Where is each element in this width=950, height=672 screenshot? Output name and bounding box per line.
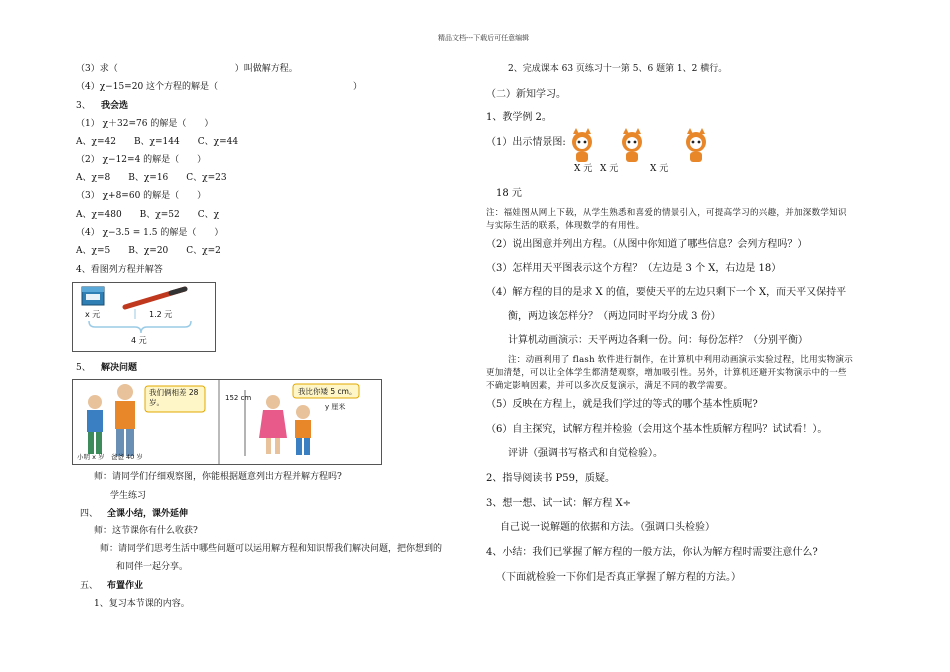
section-4-title: 4、看图列方程并解答 [76,265,163,275]
total-price-label: 4 元 [131,336,147,345]
question-3: （3） χ+8=60 的解是（ ） [76,191,207,201]
student-practice: 学生练习 [110,491,147,501]
section-five-number: 五、 [80,581,99,591]
example-2-heading: 1、教学例 2。 [486,112,552,123]
step-4-cont: 衡，两边该怎样分？（两边同时平均分成 3 份） [508,311,721,322]
homework-1: 1、复习本节课的内容。 [94,599,190,609]
age-caption: 小明 x 岁 爸爸 40 岁 [77,453,143,461]
answers-2: A、χ=8 B、χ=16 C、χ=23 [76,173,227,183]
review: 评讲（强调书写格式和自觉检验）。 [508,448,663,459]
note-1-line-2: 与实际生活的联系，体现数学的有用性。 [486,221,645,231]
note-2-line-1: 注：动画利用了 flash 软件进行制作，在计算机中利用动画演示实验过程，比用实物演示 [508,355,854,365]
section-five-title: 布置作业 [107,581,144,591]
note-2-line-2: 更加清楚，可以让全体学生都清楚观察，增加吸引性。另外，计算机还避开实物演示中的一些 [486,368,847,378]
new-learning-heading: （二）新知学习。 [486,89,566,100]
question-1: （1） χ＋32=76 的解是（ ） [76,119,214,129]
step-2: （2）说出图意并列出方程。（从图中你知道了哪些信息？会列方程吗？） [486,239,808,250]
pen-price-label: 1.2 元 [149,310,173,319]
section-four-number: 四、 [80,509,99,519]
summary: 4、小结：我们已掌握了解方程的一般方法，你认为解方程时需要注意什么? [486,547,818,558]
answers-3: A、χ=480 B、χ=52 C、χ [76,210,220,220]
girl-height-label: 152 cm [225,394,252,402]
question-4: （4） χ−3.5 = 1.5 的解是（ ） [76,228,224,238]
fuwa-toys-illustration [566,128,726,168]
scene-label-3: X 元 [650,164,669,174]
scene-label-2: X 元 [600,164,619,174]
note-1-line-1: 注：福娃图从网上下载，从学生熟悉和喜爱的情景引入，可提高学习的兴趣，并加深数学知识 [486,208,847,218]
note-2-line-3: 不确定影响因素，并可以多次反复演示，满足不同的教学需要。 [486,381,733,391]
answers-1: A、χ=42 B、χ=144 C、χ=44 [76,137,239,147]
section-5-number: 5、 [76,363,91,373]
boy-height-label: y 厘米 [325,403,346,411]
figure-box-and-pen [72,282,216,352]
step-5: （5）反映在方程上，就是我们学过的等式的哪个基本性质呢? [486,399,758,410]
section-four-title: 全课小结，课外延伸 [107,509,189,519]
line-solve-definition: （3）求（ ）叫做解方程。 [76,64,298,74]
check-mastery: （下面就检验一下你们是否真正掌握了解方程的方法。） [496,572,741,583]
answers-4: A、χ=5 B、χ=20 C、χ=2 [76,246,221,256]
homework-2: 2、完成课本 63 页练习十一第 5、6 题第 1、2 横行。 [508,64,728,74]
figure-problem-scenes [72,379,382,465]
guided-reading: 2、指导阅读书 P59，质疑。 [486,473,615,484]
question-2: （2） χ−12=4 的解是（ ） [76,155,207,165]
animation-demo: 计算机动画演示：天平两边各剩一份。问：每份怎样？（分别平衡） [508,335,808,346]
speech-bubble-height: 我比你矮 5 cm。 [298,387,357,396]
step-3: （3）怎样用天平图表示这个方程？（左边是 3 个 X，右边是 18） [486,263,782,274]
teacher-question-3: 师：请同学们思考生活中哪些问题可以运用解方程和知识帮我们解决问题，把你想到的 [100,544,443,554]
section-3-number: 3、 [76,101,91,111]
total-price: 18 元 [496,188,522,199]
scene-intro: （1）出示情景图: [486,137,566,148]
step-4: （4）解方程的目的是求 X 的值，要使天平的左边只剩下一个 X，而天平又保持平 [486,287,847,298]
step-6: （6）自主探究，试解方程并检验（会用这个基本性质解方程吗？试试看！）。 [486,424,828,435]
think-and-try: 3、想一想、试一试：解方程 X÷ [486,498,632,509]
self-explain: 自己说一说解题的依据和方法。（强调口头检验） [500,522,715,533]
box-price-label: x 元 [85,310,101,319]
line-equation-question: （4）χ−15=20 这个方程的解是（ ） [76,82,363,92]
teacher-question-2: 师：这节课你有什么收获? [94,526,198,536]
scene-label-1: X 元 [574,164,593,174]
section-5-title: 解决问题 [101,363,138,373]
speech-bubble-age-difference: 我们俩相差 28 岁。 [149,388,199,407]
page-header: 精品文档---下载后可任意编辑 [438,34,530,42]
section-3-title: 我会选 [101,101,129,111]
teacher-question-1: 师：请同学们仔细观察图，你能根据题意列出方程并解方程吗? [94,472,342,482]
teacher-question-3-cont: 和同伴一起分享。 [116,562,189,572]
